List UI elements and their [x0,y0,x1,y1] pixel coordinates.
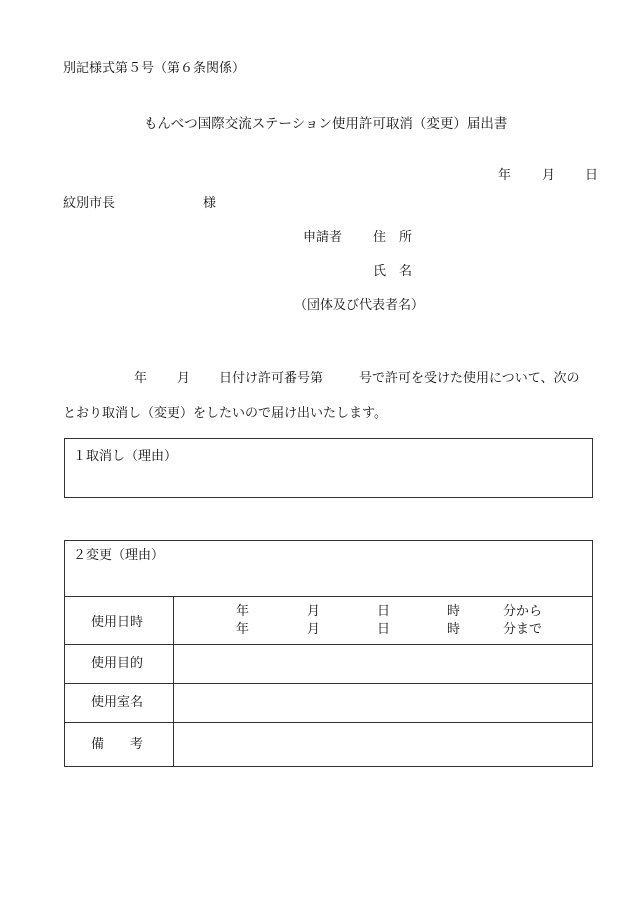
date-day-label: 日 [585,168,599,183]
to-year: 年 [236,622,250,637]
to-minute: 分まで [503,622,543,637]
purpose-label: 使用目的 [91,656,144,671]
room-field[interactable] [174,684,592,722]
body-day-permit: 日付け許可番号第 [219,371,324,386]
remarks-field[interactable] [174,723,592,766]
datetime-label: 使用日時 [91,615,144,630]
cancel-heading: １取消し（理由） [73,449,178,464]
purpose-field[interactable] [174,645,592,683]
datetime-field[interactable] [174,597,592,644]
to-hour: 時 [447,622,461,637]
from-hour: 時 [447,604,461,619]
addressee-honorific: 様 [203,196,217,211]
body-number-rest: 号で許可を受けた使用について、次の [359,371,580,386]
body-year: 年 [134,371,148,386]
form-number: 別記様式第５号（第６条関係） [63,61,246,76]
org-note: （団体及び代表者名） [294,298,425,313]
from-year: 年 [236,604,250,619]
to-month: 月 [307,622,321,637]
body-line2: とおり取消し（変更）をしたいので届け出いたします。 [63,406,387,421]
from-minute: 分から [503,604,543,619]
to-day: 日 [377,622,391,637]
date-month-label: 月 [542,168,556,183]
from-day: 日 [377,604,391,619]
addressee-name: 紋別市長 [63,196,116,211]
applicant-label: 申請者 [303,230,343,245]
name-label: 氏 名 [373,264,413,279]
page-title: もんべつ国際交流ステーション使用許可取消（変更）届出書 [144,116,508,132]
body-month: 月 [177,371,191,386]
date-year-label: 年 [498,168,512,183]
from-month: 月 [307,604,321,619]
change-table [64,540,593,767]
address-label: 住 所 [373,230,413,245]
room-label: 使用室名 [91,695,144,710]
cancel-reason-box[interactable] [64,438,593,498]
remarks-label: 備 考 [91,737,144,752]
change-heading: ２変更（理由） [73,548,165,563]
